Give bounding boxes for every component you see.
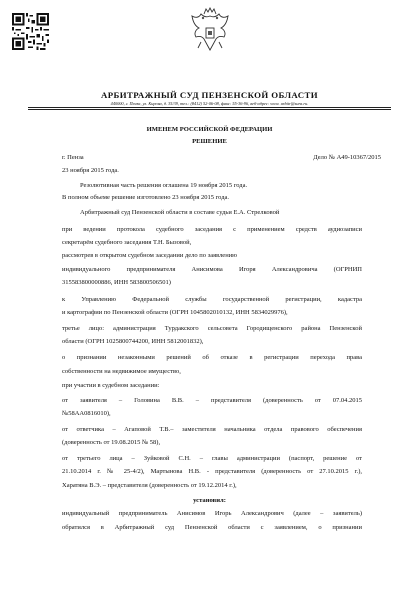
text-line: и картографии по Пензенской области (ОГРН 1045802010132, ИНН 5834029976), [62, 309, 288, 316]
text-line: третье лицо: администрация Турдакского сельсовета Городищенского района Пензенской [62, 325, 362, 332]
text-line: рассмотрев в открытом судебном заседании дело по заявлению [62, 252, 238, 259]
text-line: 315583800000886, ИНН 583800506501) [62, 279, 171, 286]
text-line: от третьего лица – Зуйковой С.Н. – главы администрации (паспорт, решение от [62, 455, 362, 462]
text-line: собственности на недвижимое имущество, [62, 368, 181, 375]
section-heading: установил: [193, 497, 226, 504]
text-line: о признании незаконными решений об отказе в регистрации перехода права [62, 354, 362, 361]
text-line: индивидуальный предприниматель Анисимов Игорь Александрович (далее – заявитель) [62, 510, 362, 517]
text-line: (доверенность от 19.08.2015 № 58), [62, 439, 161, 446]
court-address: 440000, г. Пенза, ул. Кирова, д. 35/39, тел.: (8412) 52-06-08, факс: 55-36-96, веб-адрес: www. arbitr@sura.ru. [110, 101, 309, 106]
qr-code [12, 13, 49, 50]
text-line: при ведении протокола судебного заседания с применением средств аудиозаписи [62, 226, 362, 233]
header-divider [28, 109, 391, 110]
text-line: Резолютивная часть решения оглашена 19 ноября 2015 года. [80, 182, 248, 189]
city: г. Пенза [62, 154, 84, 161]
header-divider [28, 107, 391, 108]
text-line: при участии в судебном заседании: [62, 382, 160, 389]
document-type: РЕШЕНИЕ [192, 138, 227, 145]
text-line: к Управлению Федеральной службы государственной регистрации, кадастра [62, 296, 362, 303]
coat-of-arms-icon [189, 6, 231, 54]
text-line: от ответчика – Агаповой Т.В.– заместителя начальника отдела правового обеспечения [62, 426, 362, 433]
text-line: 21.10.2014 г. № 25-4/2), Мартыновa Н.В. - представителя (доверенность от 27.10.2015 г.), [62, 468, 362, 475]
court-name: АРБИТРАЖНЫЙ СУД ПЕНЗЕНСКОЙ ОБЛАСТИ [100, 90, 318, 100]
case-number: Дело № А49-10367/2015 [313, 154, 381, 161]
text-line: №58АА0816010), [62, 410, 111, 417]
text-line: обратился в Арбитражный суд Пензенской области с заявлением, о признании [62, 524, 362, 531]
text-line: от заявителя – Головина В.В. – представителя (доверенность от 07.04.2015 [62, 397, 362, 404]
text-line: Харатяна В.Э. – представителя (доверенность от 19.12.2014 г.), [62, 482, 237, 489]
text-line: секретарём судебного заседания Т.Н. Бызовой, [62, 239, 192, 246]
text-line: Арбитражный суд Пензенской области в составе судьи Е.А. Стрелковой [80, 209, 280, 216]
text-line: В полном объеме решение изготовлено 23 ноября 2015 года. [62, 194, 230, 201]
text-line: индивидуального предпринимателя Анисимова Игоря Александровича (ОГРНИП [62, 266, 362, 273]
text-line: области (ОГРН 1025800744200, ИНН 5812001832), [62, 338, 204, 345]
decision-date: 23 ноября 2015 года. [62, 167, 119, 174]
document-heading: ИМЕНЕМ РОССИЙСКОЙ ФЕДЕРАЦИИ [146, 126, 273, 133]
